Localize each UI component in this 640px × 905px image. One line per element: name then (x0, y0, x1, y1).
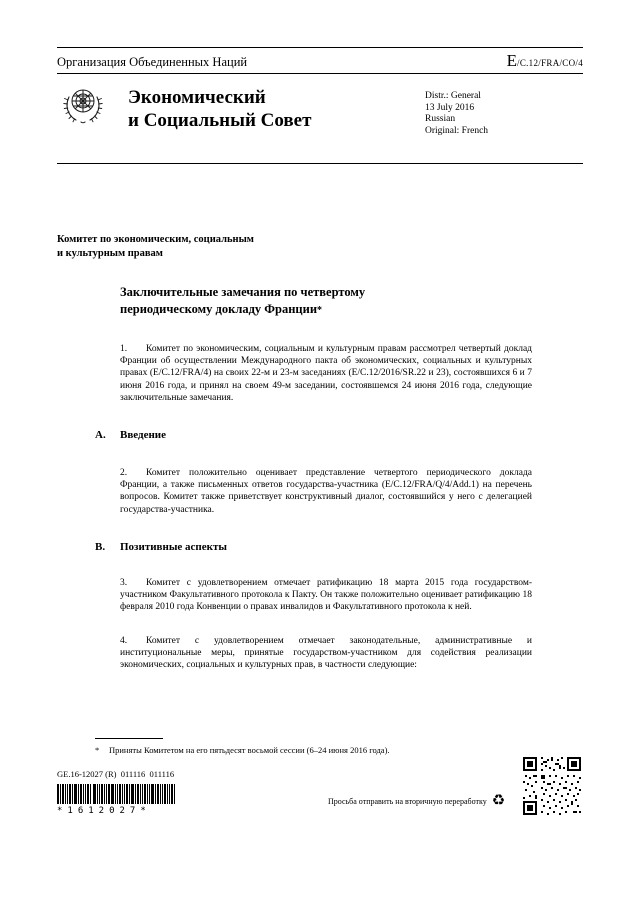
paragraph-number: 3. (120, 577, 128, 588)
language-line: Russian (425, 114, 456, 124)
section-heading-introduction (95, 429, 166, 441)
document-title-line2: периодическому докладу Франции* (120, 302, 323, 316)
recycle-text: Просьба отправить на вторичную переработку (328, 797, 487, 806)
paragraph-text: Комитет по экономическим, социальным и культурным правам рассмотрел четвертый доклад Франции об осуществлении Международного пакта об экономических, социальных и культурных правах (E/C.12/FRA/4) на своих 22-м и 23-м заседаниях (E/C.12/2016/SR.22 и 23), состоявшихся 6 и 7 июня 2016 года, и принял на своем 49-м заседании, состоявшемся 24 июня 2016 года, следующие заключительные замечания. (120, 343, 532, 404)
original-line: Original: French (425, 125, 489, 136)
distr-line: Distr.: General (425, 91, 481, 101)
paragraph-text: Комитет положительно оценивает представление четвертого периодического доклада Франции, а также письменных ответов государства-участника (E/C.12/FRA/Q/4/Add.1) на перечень вопросов. Комитет также приветствует конструктивный диалог, состоявшийся у него с делегацией государства-участника. (120, 467, 532, 515)
un-emblem-icon (60, 82, 106, 128)
header-mid-rule (57, 73, 583, 74)
document-title-line1: Заключительные замечания по четвертому (120, 285, 366, 299)
section-letter: A. (95, 429, 106, 441)
recycle-notice (328, 794, 505, 809)
document-title (120, 284, 500, 319)
masthead-row (57, 51, 583, 71)
committee-heading-line1: Комитет по экономическим, социальным (57, 234, 254, 245)
document-symbol (507, 51, 583, 71)
qr-code (523, 757, 581, 815)
paragraph-2 (120, 467, 532, 517)
paragraph-number: 1. (120, 343, 128, 354)
section-title: Введение (120, 429, 167, 441)
footnote (95, 745, 525, 755)
section-letter: B. (95, 541, 106, 553)
paragraph-text: Комитет с удовлетворением отмечает ратификацию 18 марта 2015 года государством-участником Факультативного протокола к Пакту. Он также положительно оценивает ратификацию 18 февраля 2010 года Конвенции о правах инвалидов и Факультативного протокола к ней. (120, 577, 532, 613)
committee-heading-line2: и культурным правам (57, 247, 163, 259)
footnote-text: Приняты Комитетом на его пятьдесят восьмой сессии (6–24 июня 2016 года). (109, 745, 390, 755)
barcode-text: *1612027* (57, 806, 151, 816)
section-heading-positive-aspects (95, 541, 227, 553)
barcode (57, 784, 177, 804)
document-symbol-rest: /C.12/FRA/CO/4 (517, 58, 583, 68)
paragraph-3 (120, 577, 532, 614)
footnote-divider (95, 738, 163, 739)
footnote-marker: * (95, 745, 100, 755)
org-name: Организация Объединенных Наций (57, 55, 248, 69)
title-footnote-marker: * (317, 305, 323, 316)
committee-heading (57, 233, 254, 260)
header-top-rule (57, 47, 583, 48)
paragraph-number: 4. (120, 635, 128, 646)
header-bottom-rule (57, 163, 583, 164)
council-title-line2: и Социальный Совет (128, 110, 312, 131)
distribution-info (425, 91, 488, 137)
ge-reference-code: GE.16-12027 (R) 011116 011116 (57, 769, 175, 779)
recycle-icon: ♻ (491, 793, 506, 809)
paragraph-number: 2. (120, 467, 128, 478)
paragraph-1 (120, 343, 532, 405)
section-title: Позитивные аспекты (120, 541, 227, 553)
paragraph-text: Комитет с удовлетворением отмечает законодательные, административные и институциональные меры, принятые государством-участником для содействия реализации экономических, социальных и культурных прав, в частности следующие: (120, 635, 532, 671)
document-symbol-letter: E (506, 51, 518, 70)
date-line: 13 July 2016 (425, 102, 475, 113)
council-title (128, 86, 311, 132)
paragraph-4 (120, 635, 532, 672)
council-title-line1: Экономический (128, 87, 266, 108)
